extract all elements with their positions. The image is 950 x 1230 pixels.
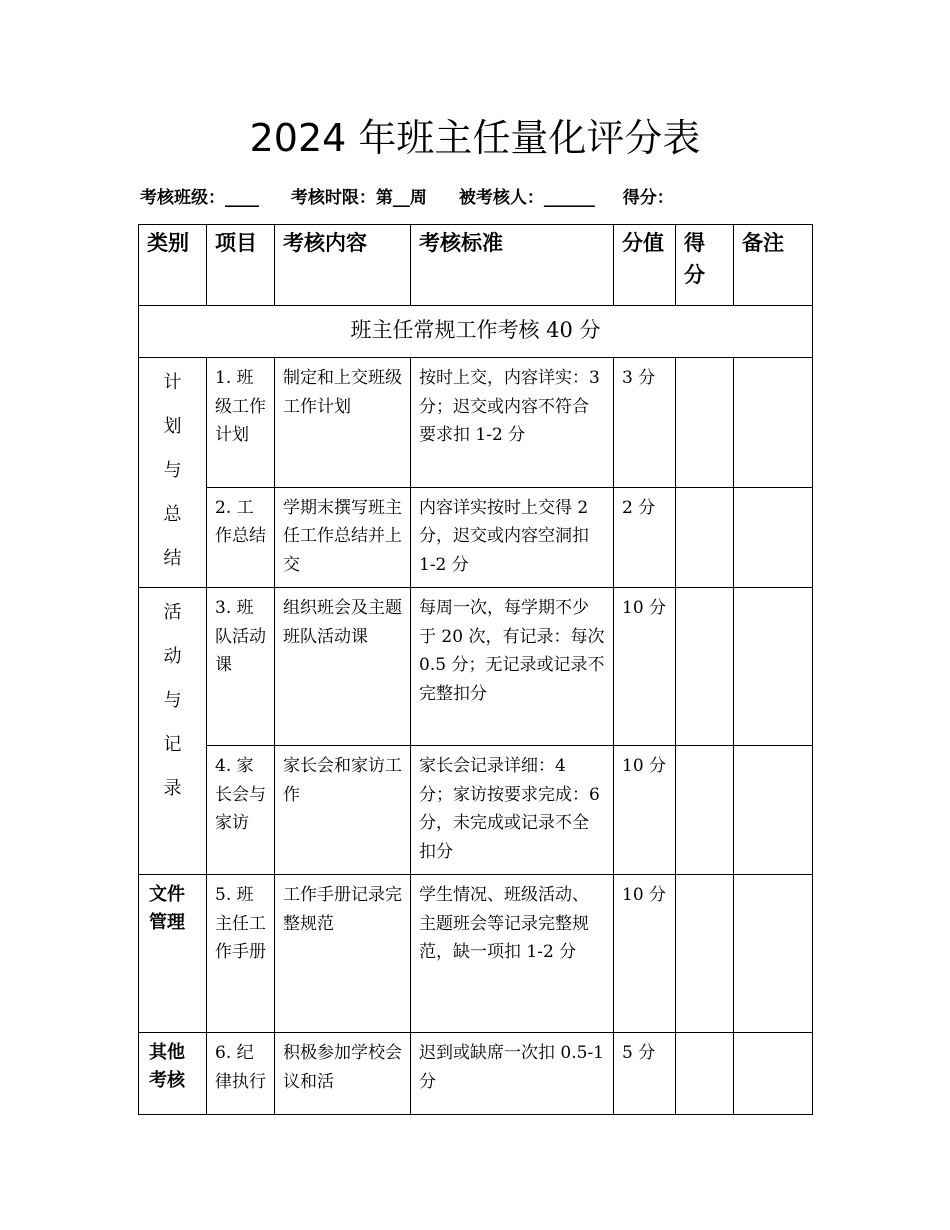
header-score: 得分 bbox=[676, 225, 734, 306]
content-cell: 积极参加学校会议和活 bbox=[275, 1033, 411, 1115]
score-cell[interactable] bbox=[676, 746, 734, 875]
header-category: 类别 bbox=[139, 225, 207, 306]
category-cell: 其他考核 bbox=[139, 1033, 207, 1115]
table-row bbox=[139, 746, 813, 875]
table-row bbox=[139, 1033, 813, 1115]
meta-person: 被考核人：______ bbox=[458, 188, 595, 208]
points-cell: 10 分 bbox=[614, 746, 676, 875]
standard-cell: 学生情况、班级活动、主题班会等记录完整规范，缺一项扣 1-2 分 bbox=[411, 875, 614, 1033]
standard-cell: 内容详实按时上交得 2 分，迟交或内容空洞扣 1-2 分 bbox=[411, 487, 614, 587]
table-row bbox=[139, 588, 813, 746]
score-cell[interactable] bbox=[676, 358, 734, 488]
item-cell: 6. 纪律执行 bbox=[207, 1033, 275, 1115]
header-standard: 考核标准 bbox=[411, 225, 614, 306]
remark-cell[interactable] bbox=[734, 487, 813, 587]
points-cell: 3 分 bbox=[614, 358, 676, 488]
item-cell: 1. 班级工作计划 bbox=[207, 358, 275, 488]
category-label: 计划与总结 bbox=[163, 372, 182, 569]
header-row bbox=[139, 225, 813, 306]
remark-cell[interactable] bbox=[734, 358, 813, 488]
content-cell: 工作手册记录完整规范 bbox=[275, 875, 411, 1033]
standard-cell: 家长会记录详细：4 分；家访按要求完成：6 分，未完成或记录不全扣分 bbox=[411, 746, 614, 875]
header-points: 分值 bbox=[614, 225, 676, 306]
table-row bbox=[139, 358, 813, 488]
item-cell: 3. 班队活动课 bbox=[207, 588, 275, 746]
score-cell[interactable] bbox=[676, 588, 734, 746]
meta-class: 考核班级：____ bbox=[140, 188, 259, 208]
standard-cell: 每周一次，每学期不少于 20 次，有记录：每次 0.5 分；无记录或记录不完整扣分 bbox=[411, 588, 614, 746]
meta-score: 得分： bbox=[622, 188, 674, 208]
remark-cell[interactable] bbox=[734, 746, 813, 875]
remark-cell[interactable] bbox=[734, 875, 813, 1033]
meta-period: 考核时限：第__周 bbox=[290, 188, 427, 208]
content-cell: 组织班会及主题班队活动课 bbox=[275, 588, 411, 746]
score-cell[interactable] bbox=[676, 1033, 734, 1115]
score-cell[interactable] bbox=[676, 487, 734, 587]
header-item: 项目 bbox=[207, 225, 275, 306]
points-cell: 5 分 bbox=[614, 1033, 676, 1115]
score-table bbox=[138, 224, 813, 1115]
header-remark: 备注 bbox=[734, 225, 813, 306]
item-cell: 5. 班主任工作手册 bbox=[207, 875, 275, 1033]
section-title: 班主任常规工作考核 40 分 bbox=[139, 306, 813, 358]
content-cell: 家长会和家访工作 bbox=[275, 746, 411, 875]
table-row bbox=[139, 487, 813, 587]
header-content: 考核内容 bbox=[275, 225, 411, 306]
remark-cell[interactable] bbox=[734, 588, 813, 746]
content-cell: 制定和上交班级工作计划 bbox=[275, 358, 411, 488]
score-cell[interactable] bbox=[676, 875, 734, 1033]
category-cell: 文件管理 bbox=[139, 875, 207, 1033]
points-cell: 2 分 bbox=[614, 487, 676, 587]
page-title: 2024 年班主任量化评分表 bbox=[249, 116, 701, 160]
item-cell: 2. 工作总结 bbox=[207, 487, 275, 587]
points-cell: 10 分 bbox=[614, 875, 676, 1033]
standard-cell: 迟到或缺席一次扣 0.5-1 分 bbox=[411, 1033, 614, 1115]
content-cell: 学期末撰写班主任工作总结并上交 bbox=[275, 487, 411, 587]
section-row bbox=[139, 306, 813, 358]
table-row bbox=[139, 875, 813, 1033]
form-meta-line bbox=[140, 183, 820, 208]
item-cell: 4. 家长会与家访 bbox=[207, 746, 275, 875]
remark-cell[interactable] bbox=[734, 1033, 813, 1115]
points-cell: 10 分 bbox=[614, 588, 676, 746]
category-cell bbox=[139, 358, 207, 588]
category-label: 活动与记录 bbox=[163, 602, 182, 799]
standard-cell: 按时上交，内容详实：3 分；迟交或内容不符合要求扣 1-2 分 bbox=[411, 358, 614, 488]
category-cell bbox=[139, 588, 207, 875]
